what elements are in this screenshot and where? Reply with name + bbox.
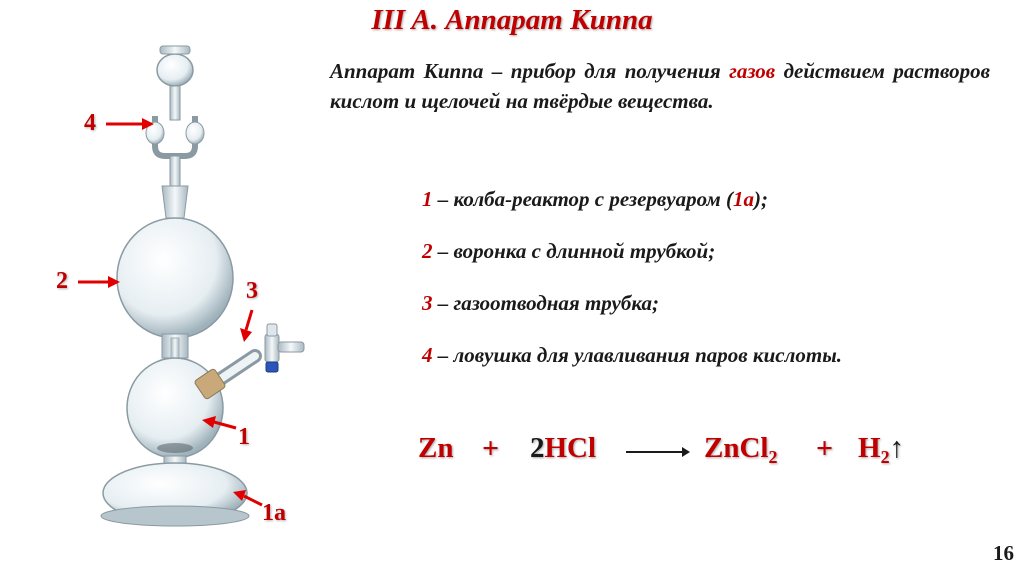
legend-text: – колба-реактор с резервуаром ( <box>432 187 733 211</box>
slide-title: III A. Аппарат Киппа <box>371 4 653 36</box>
eq-zn: Zn <box>418 432 454 464</box>
legend-num: 4 <box>422 343 433 367</box>
legend-text: – ловушка для улавливания паров кислоты. <box>432 343 843 367</box>
eq-coef: 2 <box>530 432 545 464</box>
figure-label-3: 3 <box>246 278 258 304</box>
figure-label-2: 2 <box>56 268 68 294</box>
eq-zncl-sub: 2 <box>768 447 778 467</box>
eq-plus-1: + <box>482 432 500 465</box>
figure-label-4: 4 <box>84 110 96 136</box>
legend-text-end: ); <box>753 187 768 211</box>
intro-highlight: газов <box>729 59 776 83</box>
intro-text-after: действием растворов кислот и щелочей на твёрдые вещества. <box>330 59 990 113</box>
eq-zncl-main: ZnCl <box>704 432 769 464</box>
eq-hcl-formula: HCl <box>544 432 597 464</box>
legend-num: 1 <box>422 187 433 211</box>
legend-text: – воронка с длинной трубкой; <box>432 239 716 263</box>
eq-plus-2: + <box>816 432 834 465</box>
figure-label-1: 1 <box>238 424 250 450</box>
legend-num: 3 <box>422 291 433 315</box>
intro-text-before: Аппарат Киппа – прибор для получения <box>330 59 730 83</box>
legend-num: 2 <box>422 239 433 263</box>
figure-label-1a: 1а <box>262 500 286 526</box>
eq-h-main: H <box>858 432 881 464</box>
legend-text: – газоотводная трубка; <box>432 291 659 315</box>
page-number: 16 <box>993 541 1014 565</box>
legend-sub-ref: 1а <box>732 187 754 211</box>
gas-up-arrow-icon: ↑ <box>889 432 905 464</box>
eq-h-sub: 2 <box>880 447 890 467</box>
